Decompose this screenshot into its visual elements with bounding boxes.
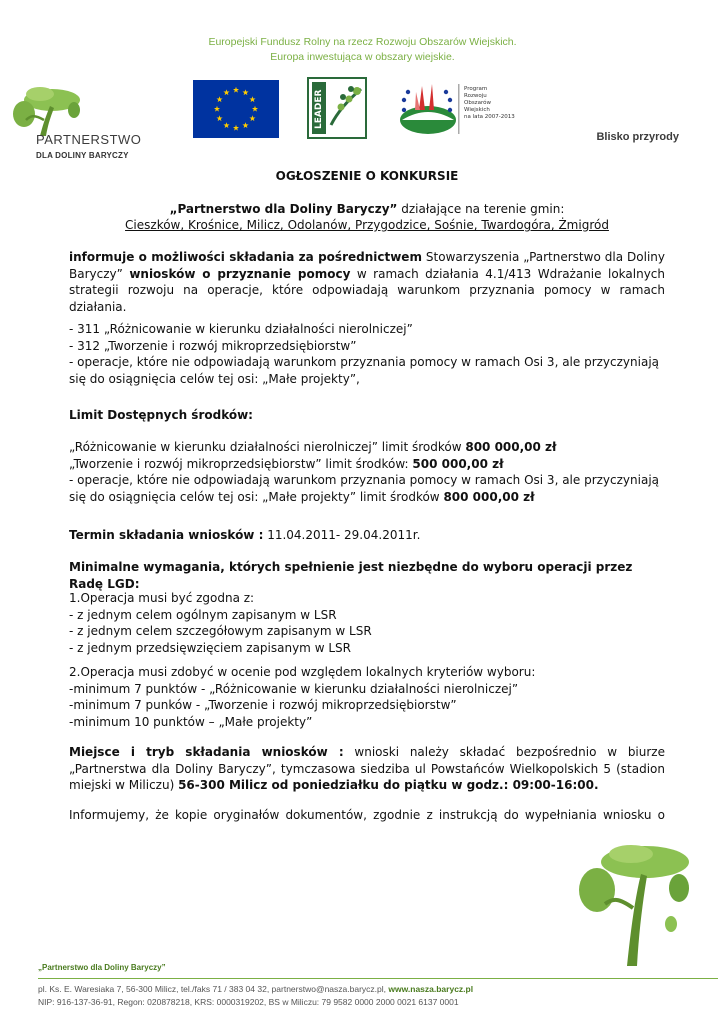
limits-list <box>69 439 665 505</box>
req-line: - z jednym celem szczegółowym zapisanym w LSR <box>69 624 372 638</box>
org-line <box>69 201 665 218</box>
req-line: 1.Operacja musi być zgodna z: <box>69 591 255 605</box>
req-line: -minimum 7 punków - „Tworzenie i rozwój mikroprzedsiębiorstw” <box>69 698 457 712</box>
limit-text: „Tworzenie i rozwój mikroprzedsiębiorstw” limit środków: <box>69 456 413 471</box>
action-item: - 311 „Różnicowanie w kierunku działalności nierolniczej” <box>69 322 413 336</box>
requirements-1 <box>69 590 665 656</box>
eu-flag-icon <box>193 80 279 138</box>
tree-decoration-icon <box>575 838 695 968</box>
closing-text: Informujemy, że kopie oryginałów dokumentów, zgodnie z instrukcją do wypełniania wniosku o <box>69 808 665 822</box>
partnerstwo-tree-logo-icon <box>10 80 160 162</box>
intro-bold-1: informuje o możliwości składania za pośrednictwem <box>69 250 422 264</box>
leader-text: LEADER <box>314 89 324 129</box>
prow-program-logo-icon <box>398 80 515 138</box>
footer-line-1: pl. Ks. E. Waresiaka 7, 56-300 Milicz, tel./faks 71 / 383 04 32, partnerstwo@nasza.barycz.pl, <box>38 984 389 994</box>
limit-amount: 800 000,00 zł <box>465 440 557 454</box>
place-paragraph <box>69 744 665 794</box>
intro-paragraph <box>69 249 665 315</box>
limit-amount: 500 000,00 zł <box>412 456 504 471</box>
actions-list <box>69 321 665 387</box>
footer-website-link[interactable]: www.nasza.barycz.pl <box>388 984 474 994</box>
req-line: 2.Operacja musi zdobyć w ocenie pod względem lokalnych kryteriów wyboru: <box>69 665 536 679</box>
place-hours: 56-300 Milicz od poniedziałku do piątku w godz.: 09:00-16:00. <box>178 778 599 792</box>
limit-text: - operacje, które nie odpowiadają warunkom przyznania pomocy w ramach Osi 3, ale przyczyniają się do osiągnięcia celów tej osi: „Małe projekty” limit środków <box>69 473 660 504</box>
intro-text-2: w ramach działania 4.1/413 Wdrażanie lokalnych strategii rozwoju na operacje, które odpowiadają warunkom przyznania pomocy w ramach działania. <box>69 266 666 314</box>
program-line-3: Obszarów <box>464 100 491 106</box>
intro-text-1: Stowarzyszenia „Partnerstwo dla Doliny Baryczy” <box>69 250 665 281</box>
intro-bold-2: wniosków o przyznanie pomocy <box>129 266 351 281</box>
req-line: -minimum 10 punktów – „Małe projekty” <box>69 714 313 729</box>
requirements-heading: Minimalne wymagania, których spełnienie jest niezbędne do wyboru operacji przez Radę LGD: <box>69 560 633 591</box>
doc-title: OGŁOSZENIE O KONKURSIE <box>275 169 459 183</box>
leader-logo-icon <box>307 77 367 139</box>
req-line: -minimum 7 punktów - „Różnicowanie w kierunku działalności nierolniczej” <box>69 681 519 696</box>
requirements-2 <box>69 664 665 730</box>
req-line: - z jednym celem ogólnym zapisanym w LSR <box>69 607 337 622</box>
footer-divider <box>38 978 718 979</box>
action-item: - 312 „Tworzenie i rozwój mikroprzedsiębiorstw” <box>69 338 357 353</box>
program-line-4: Wiejskich <box>464 107 490 113</box>
req-line: - z jednym przedsięwzięciem zapisanym w LSR <box>69 640 351 655</box>
header-slogan <box>0 35 725 65</box>
gminy-list: Cieszków, Krośnice, Milicz, Odolanów, Przygodzice, Sośnie, Twardogóra, Żmigród <box>125 218 609 232</box>
place-label: Miejsce i tryb składania wniosków : <box>69 745 344 759</box>
limit-item <box>69 456 665 473</box>
limits-heading: Limit Dostępnych środków: <box>69 408 253 422</box>
slogan-line-2: Europa inwestująca w obszary wiejskie. <box>270 51 455 63</box>
action-item: - operacje, które nie odpowiadają warunkom przyznania pomocy w ramach Osi 3, ale przyczyniają się do osiągnięcia celów tej osi: „Małe projekty”, <box>69 355 660 386</box>
footer-line-2: NIP: 916-137-36-91, Regon: 020878218, KRS: 0000319202, BS w Miliczu: 79 9582 0000 2000 0021 6137 0001 <box>38 997 459 1007</box>
deadline-line <box>69 527 665 544</box>
tagline: Blisko przyrody <box>596 131 679 143</box>
limit-text: „Różnicowanie w kierunku działalności nierolniczej” limit środków <box>69 440 466 454</box>
logo-name: PARTNERSTWO <box>36 132 142 147</box>
org-name: „Partnerstwo dla Doliny Baryczy” <box>169 202 398 216</box>
org-tail: działające na terenie gmin: <box>397 202 565 216</box>
program-line-5: na lata 2007-2013 <box>464 114 515 120</box>
place-text: wnioski należy składać bezpośrednio w biurze „Partnerstwa dla Doliny Baryczy”, tymczasowa siedziba ul Powstańców Wielkopolskich 5 (stadion miejski w Miliczu) <box>69 745 665 792</box>
program-line-1: Program <box>464 86 488 92</box>
footer-name: „Partnerstwo dla Doliny Baryczy” <box>38 963 166 972</box>
limit-item <box>69 472 665 505</box>
limit-item <box>69 439 665 456</box>
logo-subtitle: DLA DOLINY BARYCZY <box>36 151 129 160</box>
slogan-line-1: Europejski Fundusz Rolny na rzecz Rozwoju Obszarów Wiejskich. <box>208 36 517 48</box>
program-line-2: Rozwoju <box>464 93 487 99</box>
deadline-value: 11.04.2011- 29.04.2011r. <box>263 528 421 542</box>
footer-address <box>38 983 473 1009</box>
deadline-label: Termin składania wniosków : <box>69 528 264 542</box>
limit-amount: 800 000,00 zł <box>443 489 535 504</box>
